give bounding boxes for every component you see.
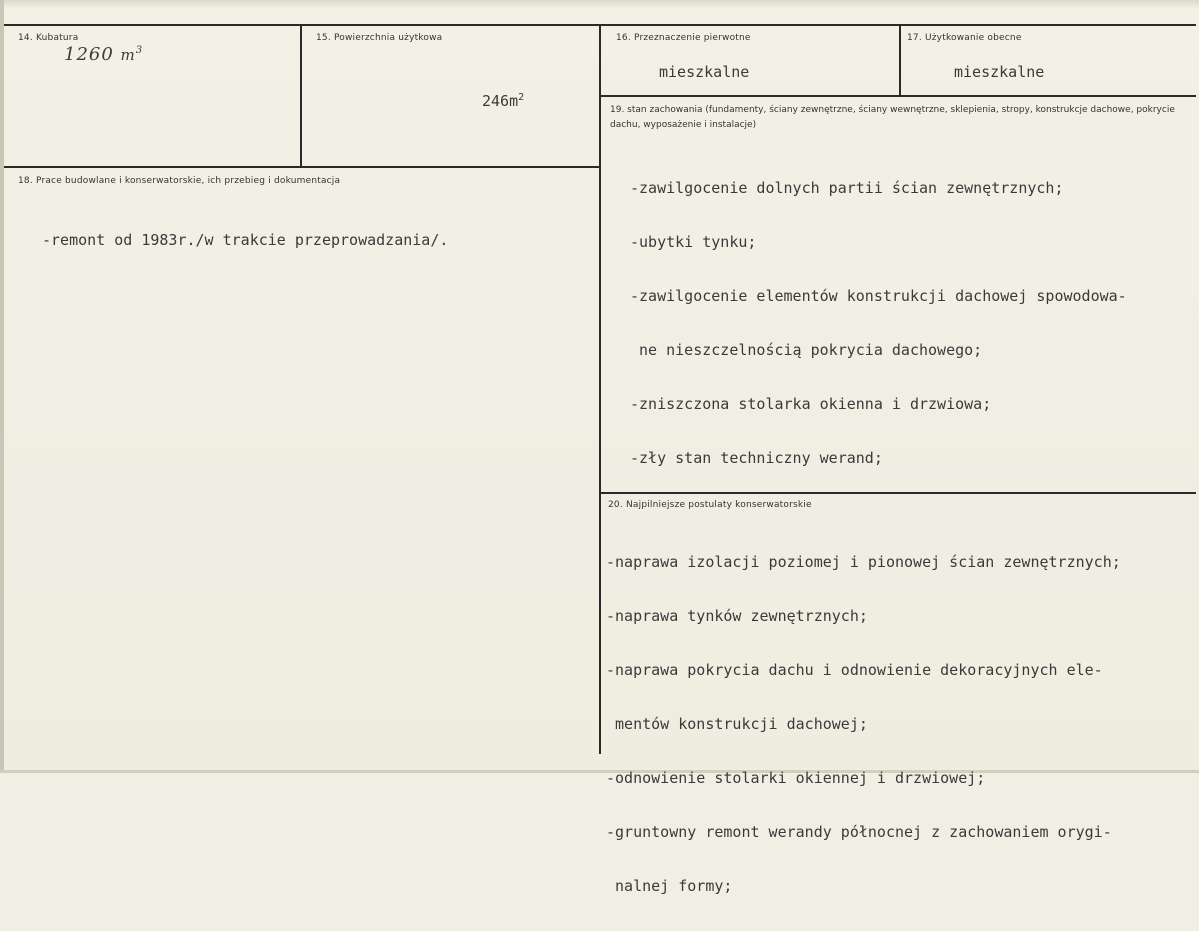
field-19-line: -ubytki tynku; [630, 233, 757, 251]
col-divider-16-17 [899, 24, 901, 96]
field-19-line: -zły stan techniczny werand; [630, 449, 883, 467]
powierzchnia-number: 246m [482, 92, 519, 110]
field-15-label: 15. Powierzchnia użytkowa [316, 33, 443, 43]
field-20-line: -naprawa izolacji poziomej i pionowej ścian zewnętrznych; [606, 553, 1121, 571]
field-19-line: -zniszczona stolarka okienna i drzwiowa; [630, 395, 992, 413]
row-divider-16 [601, 95, 901, 97]
field-20-line: -naprawa pokrycia dachu i odnowienie dekoracyjnych ele- [606, 661, 1103, 679]
field-17-value: mieszkalne [954, 63, 1045, 81]
field-20-line: -odnowienie stolarki okiennej i drzwiowej; [606, 769, 986, 787]
field-19-line: -zawilgocenie dolnych partii ścian zewnętrznych; [630, 179, 1064, 197]
field-20-line: mentów konstrukcji dachowej; [606, 715, 868, 733]
field-18-text [42, 195, 448, 285]
field-20-line: -gruntowny remont werandy północnej z zachowaniem orygi- [606, 823, 1112, 841]
paper-edge-top [0, 0, 1199, 8]
field-19-label: 19. stan zachowania (fundamenty, ściany zewnętrzne, ściany wewnętrzne, sklepienia, stropy, konstrukcje dachowe, pokrycie dachu, wyposażenie i instalacje) [610, 105, 1175, 130]
row-divider-16-17 [899, 95, 1196, 97]
field-17-label: 17. Użytkowanie obecne [907, 33, 1022, 43]
field-19-line: ne nieszczelnością pokrycia dachowego; [630, 341, 983, 359]
col-divider-main [599, 24, 601, 754]
col-divider-14-15 [300, 24, 302, 168]
row-divider-left [4, 166, 601, 168]
kubatura-unit-exponent: 3 [135, 45, 144, 56]
field-14-label: 14. Kubatura [18, 33, 79, 43]
field-18-line: -remont od 1983r./w trakcie przeprowadzania/. [42, 231, 449, 249]
field-20-line: -naprawa tynków zewnętrznych; [606, 607, 868, 625]
field-18-label: 18. Prace budowlane i konserwatorskie, ich przebieg i dokumentacja [18, 176, 341, 186]
kubatura-unit: m [120, 46, 136, 64]
field-20-text [606, 517, 1121, 931]
field-19-text [630, 143, 1127, 503]
field-15-value [482, 92, 524, 110]
field-19-line: -zawilgocenie elementów konstrukcji dachowej spowodowa- [630, 287, 1127, 305]
field-20-line: nalnej formy; [606, 877, 733, 895]
field-16-label: 16. Przeznaczenie pierwotne [616, 33, 751, 43]
field-16-value: mieszkalne [659, 63, 750, 81]
paper-edge-left [0, 0, 4, 773]
field-14-value [64, 44, 143, 65]
powierzchnia-exponent: 2 [518, 92, 525, 103]
kubatura-number: 1260 [64, 44, 114, 65]
field-20-label: 20. Najpilniejsze postulaty konserwatorskie [608, 500, 812, 510]
